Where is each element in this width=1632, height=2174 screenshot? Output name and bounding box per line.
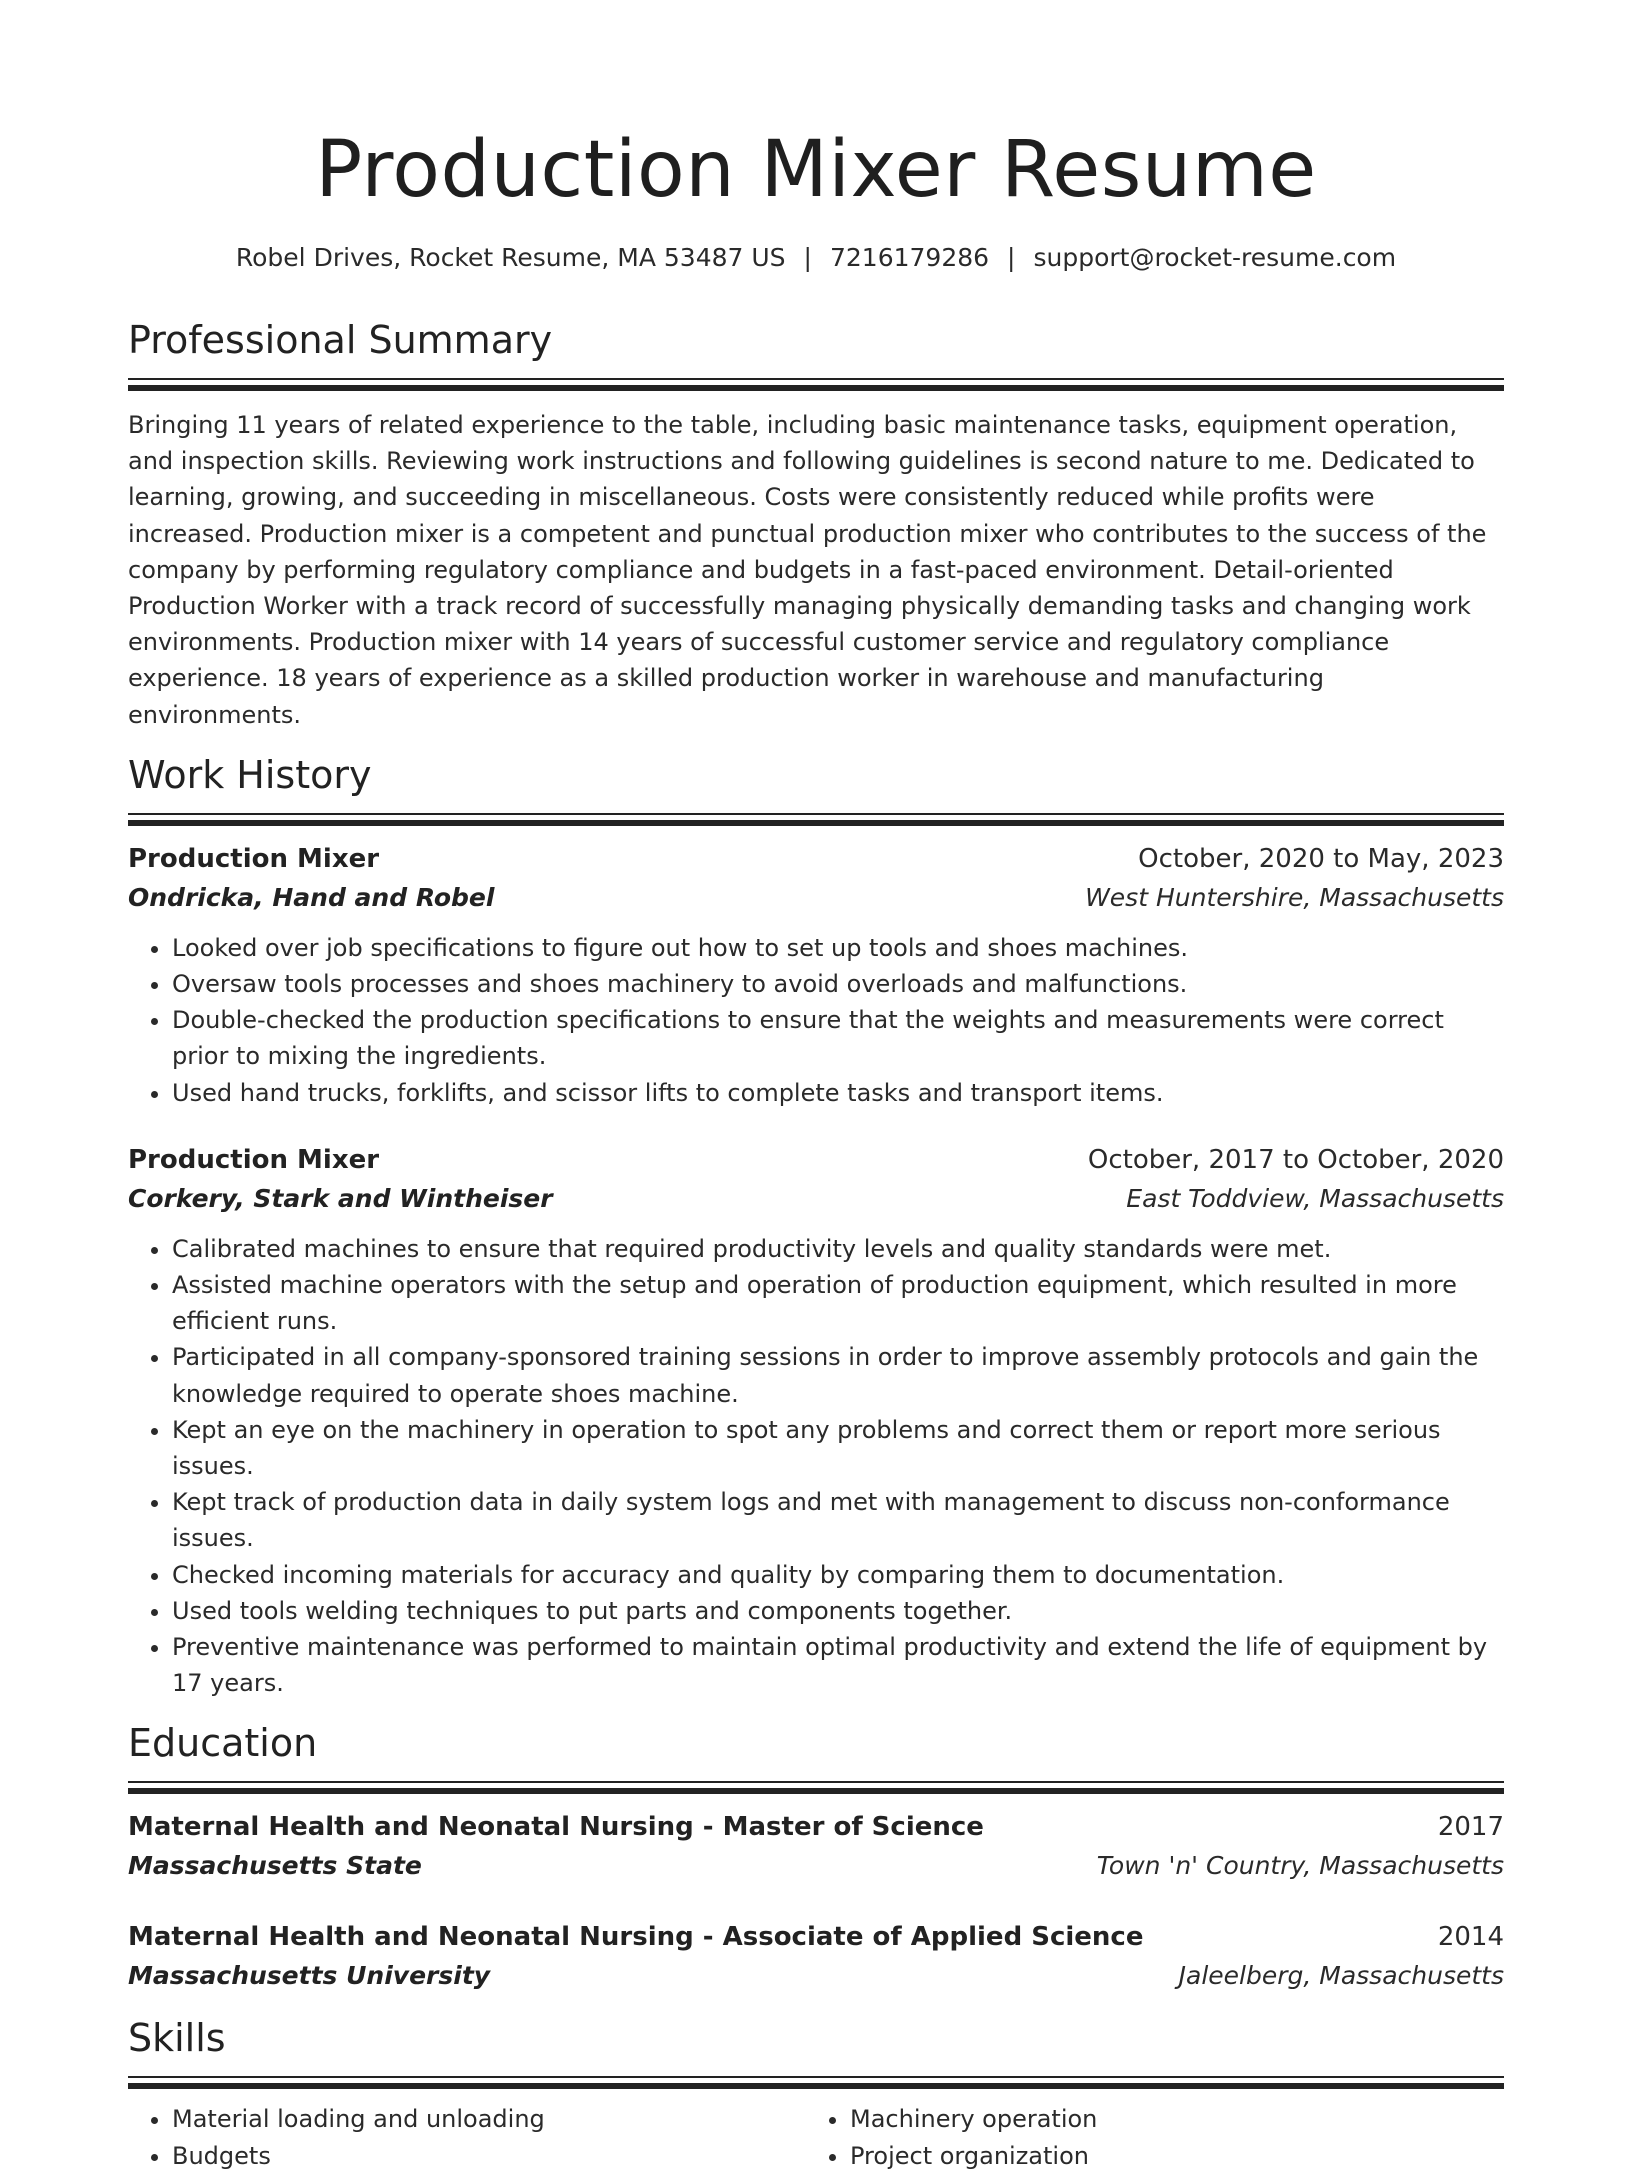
work-history-heading: Work History <box>128 752 372 797</box>
job-header <box>128 1141 1504 1179</box>
summary-text: Bringing 11 years of related experience to the table, including basic maintenance tasks, equipment operation, and inspection skills. Reviewing work instructions and following guidelines is second nature to me. Dedicated to learning, growing, and succeeding in miscellaneous. Costs were consistently reduced while profits were increased. Production mixer is a competent and punctual production mixer who contributes to the success of the company by performing regulatory compliance and budgets in a fast-paced environment. Detail-oriented Production Worker with a track record of successfully managing physically demanding tasks and changing work environments. Production mixer with 14 years of successful customer service and regulatory compliance experience. 18 years of experience as a skilled production worker in warehouse and manufacturing environments. <box>128 411 1487 729</box>
education-subheader <box>128 1956 1504 1996</box>
job-company: Corkery, Stark and Wintheiser <box>128 1183 553 1213</box>
job-bullet: • Kept an eye on the machinery in operation to spot any problems and correct them or report more serious issues. <box>172 1412 1504 1484</box>
education-location: Town 'n' Country, Massachusetts <box>1096 1851 1504 1881</box>
skills-section <box>128 2014 1504 2173</box>
skills-list <box>806 2101 1484 2173</box>
section-divider <box>128 2076 1504 2089</box>
skills-grid <box>128 2101 1504 2173</box>
resume-page <box>128 0 1504 2174</box>
education-header <box>128 1808 1504 1846</box>
job-bullets <box>128 930 1504 1111</box>
education-year: 2014 <box>1437 1922 1504 1953</box>
skill-item: • Budgets <box>172 2138 806 2174</box>
contact-separator: | <box>803 243 812 272</box>
job-entry <box>128 1141 1504 1702</box>
skill-item: • Material loading and unloading <box>172 2101 806 2137</box>
skill-item: • Project organization <box>850 2138 1484 2174</box>
education-heading: Education <box>128 1721 318 1766</box>
education-entry <box>128 1918 1504 1996</box>
job-title: Production Mixer <box>128 1144 380 1175</box>
education-entry <box>128 1808 1504 1886</box>
job-bullet: • Oversaw tools processes and shoes machinery to avoid overloads and malfunctions. <box>172 966 1504 1002</box>
skills-column-right <box>806 2101 1484 2173</box>
education-school: Massachusetts University <box>128 1961 491 1991</box>
section-divider <box>128 813 1504 826</box>
resume-title: Production Mixer Resume <box>315 125 1317 215</box>
education-year: 2017 <box>1437 1812 1504 1843</box>
work-history-section <box>128 751 1504 1702</box>
job-bullet: • Assisted machine operators with the setup and operation of production equipment, which resulted in more efficient runs. <box>172 1267 1504 1339</box>
job-subheader <box>128 1179 1504 1219</box>
skills-heading: Skills <box>128 2016 226 2061</box>
job-subheader <box>128 878 1504 918</box>
education-school: Massachusetts State <box>128 1851 422 1881</box>
job-bullet: • Preventive maintenance was performed to maintain optimal productivity and extend the life of equipment by 17 years. <box>172 1629 1504 1701</box>
job-bullet: • Checked incoming materials for accuracy and quality by comparing them to documentation. <box>172 1557 1504 1593</box>
education-location: Jaleelberg, Massachusetts <box>1178 1961 1504 1991</box>
skill-item: • Machinery operation <box>850 2101 1484 2137</box>
job-bullet: • Double-checked the production specifications to ensure that the weights and measurements were correct prior to mixing the ingredients. <box>172 1002 1504 1074</box>
education-section <box>128 1719 1504 1996</box>
summary-section <box>128 316 1504 733</box>
job-company: Ondricka, Hand and Robel <box>128 882 495 912</box>
section-divider <box>128 1781 1504 1794</box>
section-divider <box>128 378 1504 391</box>
contact-phone: 7216179286 <box>829 243 990 272</box>
job-dates: October, 2020 to May, 2023 <box>1138 843 1504 874</box>
job-location: West Huntershire, Massachusetts <box>1085 882 1504 912</box>
education-degree: Maternal Health and Neonatal Nursing - Master of Science <box>128 1812 984 1843</box>
job-bullet: • Used tools welding techniques to put parts and components together. <box>172 1593 1504 1629</box>
contact-email: support@rocket-resume.com <box>1033 243 1397 272</box>
job-location: East Toddview, Massachusetts <box>1126 1183 1504 1213</box>
job-header <box>128 840 1504 878</box>
skills-column-left <box>128 2101 806 2173</box>
contact-line <box>128 242 1504 274</box>
skills-list <box>128 2101 806 2173</box>
job-bullet: • Used hand trucks, forklifts, and scissor lifts to complete tasks and transport items. <box>172 1075 1504 1111</box>
summary-heading: Professional Summary <box>128 318 553 362</box>
job-dates: October, 2017 to October, 2020 <box>1087 1144 1504 1175</box>
job-bullet: • Participated in all company-sponsored training sessions in order to improve assembly protocols and gain the knowledge required to operate shoes machine. <box>172 1339 1504 1411</box>
contact-address: Robel Drives, Rocket Resume, MA 53487 US <box>235 243 786 272</box>
job-bullets <box>128 1231 1504 1702</box>
education-subheader <box>128 1846 1504 1886</box>
education-header <box>128 1918 1504 1956</box>
job-bullet: • Looked over job specifications to figure out how to set up tools and shoes machines. <box>172 930 1504 966</box>
job-bullet: • Calibrated machines to ensure that required productivity levels and quality standards were met. <box>172 1231 1504 1267</box>
education-degree: Maternal Health and Neonatal Nursing - Associate of Applied Science <box>128 1922 1144 1953</box>
job-title: Production Mixer <box>128 843 380 874</box>
job-entry <box>128 840 1504 1111</box>
job-bullet: • Kept track of production data in daily system logs and met with management to discuss non-conformance issues. <box>172 1484 1504 1556</box>
contact-separator: | <box>1007 243 1016 272</box>
